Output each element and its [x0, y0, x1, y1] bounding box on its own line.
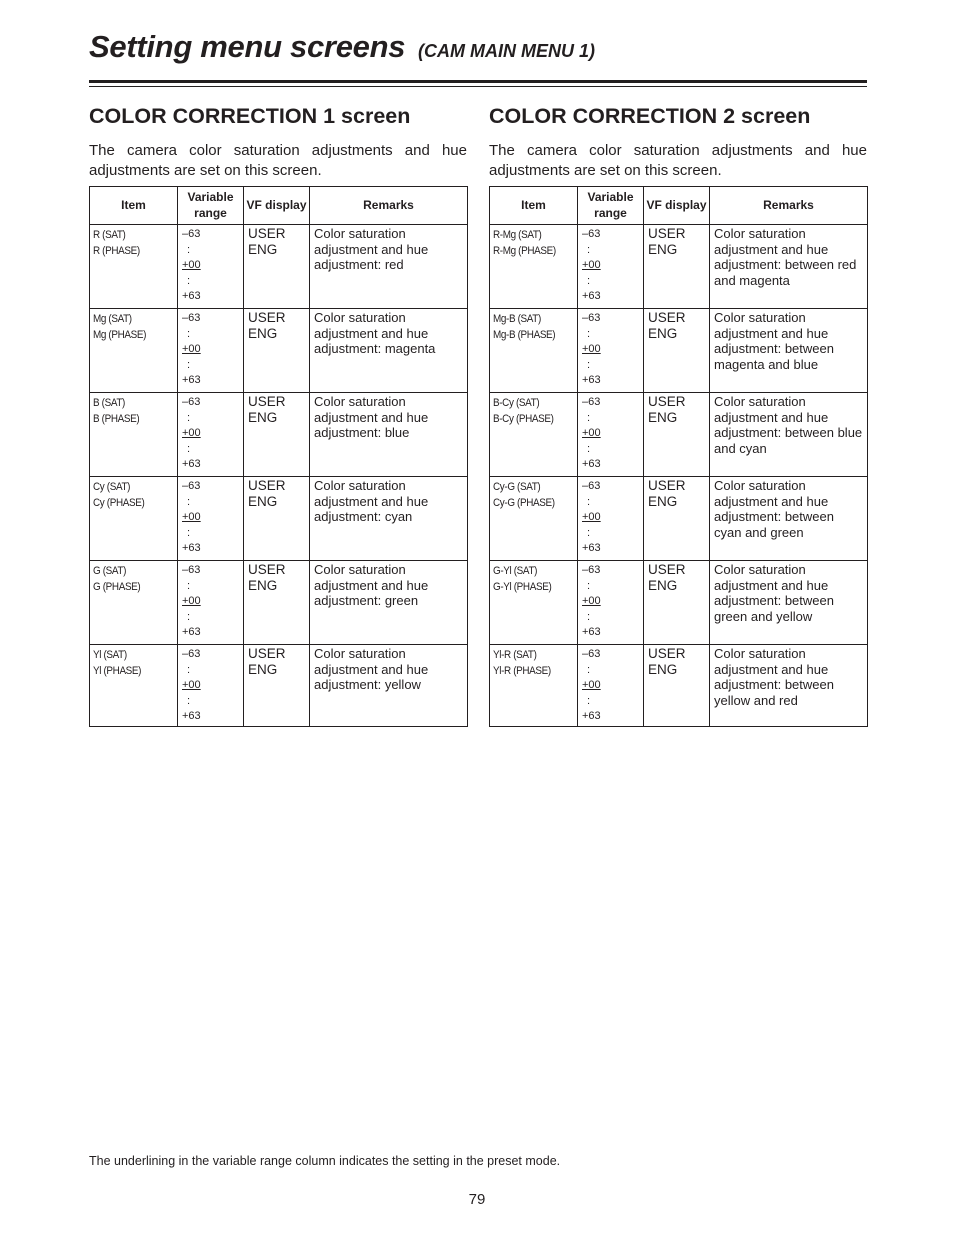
item-cell [90, 561, 178, 645]
table-row [90, 561, 468, 645]
range-value: +63 [582, 458, 601, 470]
remarks-cell [710, 225, 868, 309]
variable-range-cell [178, 393, 244, 477]
vf-display-value: USER [248, 478, 286, 493]
column-header-item: Item [90, 187, 178, 225]
item-name: Yl (SAT) [93, 649, 127, 661]
range-preset-value [182, 342, 240, 358]
item-name: Cy-G (SAT) [493, 481, 541, 493]
item-name: R-Mg (SAT) [493, 229, 542, 241]
vf-display-cell [244, 645, 310, 727]
title-rule [89, 80, 867, 83]
range-preset-value [182, 426, 240, 442]
column-header-remarks: Remarks [310, 187, 468, 225]
section-heading: COLOR CORRECTION 1 screen [89, 104, 411, 128]
vf-display-value: USER [648, 226, 686, 241]
settings-table [89, 186, 468, 727]
item-name: Cy (PHASE) [93, 497, 145, 509]
vf-display-value: USER [648, 394, 686, 409]
range-separator: : [187, 579, 191, 592]
table-body [90, 225, 468, 727]
remarks-text: Color saturation adjustment and hue adjustment: between magenta and blue [714, 310, 834, 372]
range-value: –63 [582, 396, 601, 408]
item-cell [90, 645, 178, 727]
remarks-cell [310, 477, 468, 561]
range-separator: : [587, 442, 591, 455]
vf-display-value: ENG [248, 661, 278, 677]
column-header-variable-range: Variable range [178, 187, 244, 225]
vf-display-value: ENG [648, 577, 678, 593]
range-separator: : [187, 358, 191, 371]
table-row [90, 225, 468, 309]
item-name: Cy-G (PHASE) [493, 497, 555, 509]
remarks-cell [310, 561, 468, 645]
page-title-subtitle: (CAM MAIN MENU 1) [418, 41, 596, 61]
vf-display-value: ENG [248, 409, 278, 425]
range-separator: : [187, 694, 191, 707]
range-separator: : [187, 327, 191, 340]
range-value: –63 [582, 228, 601, 240]
range-value: +63 [582, 542, 601, 554]
remarks-cell [710, 393, 868, 477]
range-preset-value [582, 678, 640, 694]
range-separator: : [587, 358, 591, 371]
vf-display-cell [644, 645, 710, 727]
range-separator: : [187, 610, 191, 623]
range-separator: : [187, 243, 191, 256]
variable-range-cell [578, 645, 644, 727]
range-separator: : [187, 411, 191, 424]
preset-underline: +00 [582, 259, 601, 271]
remarks-cell [310, 225, 468, 309]
range-separator: : [587, 495, 591, 508]
item-name: Mg-B (PHASE) [493, 329, 556, 341]
vf-display-cell [244, 309, 310, 393]
range-value: –63 [582, 648, 601, 660]
preset-underline: +00 [182, 427, 201, 439]
vf-display-cell [244, 477, 310, 561]
range-preset-value [182, 594, 240, 610]
remarks-cell [710, 561, 868, 645]
vf-display-value: USER [248, 562, 286, 577]
range-separator: : [587, 274, 591, 287]
vf-display-cell [244, 561, 310, 645]
range-preset-value [582, 426, 640, 442]
section-description: The camera color saturation adjustments and hue adjustments are set on this screen. [89, 142, 467, 179]
preset-underline: +00 [182, 259, 201, 271]
item-cell [90, 225, 178, 309]
column-header-variable-range: Variable range [578, 187, 644, 225]
vf-display-value: USER [648, 646, 686, 661]
range-value: –63 [182, 564, 201, 576]
item-name: G (SAT) [93, 565, 127, 577]
item-cell [490, 309, 578, 393]
range-preset-value [182, 678, 240, 694]
range-value: –63 [182, 396, 201, 408]
range-value: +63 [582, 710, 601, 722]
range-value: +63 [582, 374, 601, 386]
table-row [90, 645, 468, 727]
item-name: Mg (SAT) [93, 313, 132, 325]
table-header-row [90, 187, 468, 225]
item-name: B (PHASE) [93, 413, 140, 425]
preset-underline: +00 [182, 343, 201, 355]
range-value: –63 [182, 648, 201, 660]
vf-display-cell [644, 309, 710, 393]
vf-display-value: ENG [648, 325, 678, 341]
range-preset-value [182, 258, 240, 274]
preset-underline: +00 [582, 679, 601, 691]
table-row [90, 477, 468, 561]
remarks-text: Color saturation adjustment and hue adjustment: red [314, 226, 429, 272]
item-cell [490, 225, 578, 309]
remarks-cell [310, 309, 468, 393]
item-name: G-Yl (PHASE) [493, 581, 552, 593]
variable-range-cell [578, 225, 644, 309]
range-separator: : [187, 663, 191, 676]
vf-display-value: USER [248, 310, 286, 325]
item-name: B-Cy (SAT) [493, 397, 540, 409]
range-value: –63 [582, 564, 601, 576]
vf-display-value: USER [648, 562, 686, 577]
range-value: +63 [182, 374, 201, 386]
range-separator: : [587, 694, 591, 707]
item-name: Yl (PHASE) [93, 665, 142, 677]
range-separator: : [587, 610, 591, 623]
item-name: Mg-B (SAT) [493, 313, 541, 325]
item-cell [490, 645, 578, 727]
vf-display-value: USER [648, 310, 686, 325]
range-separator: : [587, 579, 591, 592]
range-value: +63 [582, 290, 601, 302]
item-cell [90, 477, 178, 561]
range-separator: : [587, 526, 591, 539]
table-row [490, 645, 868, 727]
color-correction-2-section [489, 104, 867, 722]
vf-display-value: ENG [248, 493, 278, 509]
title-rule-thin [89, 86, 867, 87]
vf-display-value: USER [248, 226, 286, 241]
table-row [90, 309, 468, 393]
variable-range-cell [578, 561, 644, 645]
item-name: G (PHASE) [93, 581, 141, 593]
range-value: +63 [582, 626, 601, 638]
column-header-vf-display: VF display [244, 187, 310, 225]
item-name: R (SAT) [93, 229, 126, 241]
remarks-text: Color saturation adjustment and hue adjustment: between blue and cyan [714, 394, 863, 456]
color-correction-1-section [89, 104, 467, 722]
preset-underline: +00 [582, 595, 601, 607]
remarks-cell [310, 393, 468, 477]
vf-display-value: USER [648, 478, 686, 493]
item-cell [90, 393, 178, 477]
range-value: –63 [582, 312, 601, 324]
remarks-text: Color saturation adjustment and hue adjustment: between yellow and red [714, 646, 834, 708]
remarks-text: Color saturation adjustment and hue adjustment: green [314, 562, 429, 608]
range-value: –63 [182, 480, 201, 492]
remarks-text: Color saturation adjustment and hue adjustment: between red and magenta [714, 226, 857, 288]
range-preset-value [582, 510, 640, 526]
range-separator: : [187, 442, 191, 455]
preset-underline: +00 [582, 343, 601, 355]
vf-display-cell [244, 393, 310, 477]
table-row [490, 477, 868, 561]
remarks-text: Color saturation adjustment and hue adjustment: between green and yellow [714, 562, 834, 624]
variable-range-cell [178, 645, 244, 727]
preset-underline: +00 [582, 511, 601, 523]
range-separator: : [587, 663, 591, 676]
preset-underline: +00 [582, 427, 601, 439]
remarks-text: Color saturation adjustment and hue adjustment: magenta [314, 310, 436, 356]
range-value: –63 [182, 228, 201, 240]
item-name: G-Yl (SAT) [493, 565, 538, 577]
preset-underline: +00 [182, 679, 201, 691]
vf-display-value: ENG [648, 493, 678, 509]
page-number: 79 [468, 1191, 486, 1208]
range-preset-value [582, 342, 640, 358]
variable-range-cell [178, 309, 244, 393]
preset-underline: +00 [182, 511, 201, 523]
item-name: Yl-R (SAT) [493, 649, 537, 661]
range-value: +63 [182, 710, 201, 722]
variable-range-cell [578, 309, 644, 393]
vf-display-value: USER [248, 394, 286, 409]
range-separator: : [187, 526, 191, 539]
table-row [490, 225, 868, 309]
section-description: The camera color saturation adjustments and hue adjustments are set on this screen. [489, 142, 867, 179]
range-value: –63 [182, 312, 201, 324]
column-header-item: Item [490, 187, 578, 225]
vf-display-cell [644, 393, 710, 477]
range-separator: : [587, 411, 591, 424]
settings-table [489, 186, 868, 727]
column-header-remarks: Remarks [710, 187, 868, 225]
vf-display-value: ENG [248, 577, 278, 593]
variable-range-cell [578, 393, 644, 477]
range-value: +63 [182, 458, 201, 470]
item-cell [490, 477, 578, 561]
range-preset-value [182, 510, 240, 526]
variable-range-cell [178, 225, 244, 309]
remarks-cell [710, 309, 868, 393]
range-preset-value [582, 594, 640, 610]
range-value: +63 [182, 290, 201, 302]
item-name: Yl-R (PHASE) [493, 665, 551, 677]
vf-display-cell [644, 477, 710, 561]
range-value: +63 [182, 626, 201, 638]
item-name: Mg (PHASE) [93, 329, 147, 341]
range-separator: : [187, 274, 191, 287]
vf-display-value: ENG [648, 409, 678, 425]
range-preset-value [582, 258, 640, 274]
page-title-main: Setting menu screens [89, 29, 406, 64]
item-cell [490, 393, 578, 477]
vf-display-value: ENG [648, 661, 678, 677]
remarks-cell [310, 645, 468, 727]
item-cell [90, 309, 178, 393]
table-row [490, 393, 868, 477]
variable-range-cell [578, 477, 644, 561]
remarks-text: Color saturation adjustment and hue adjustment: yellow [314, 646, 429, 692]
table-header-row [490, 187, 868, 225]
table-row [490, 309, 868, 393]
column-header-vf-display: VF display [644, 187, 710, 225]
table-row [490, 561, 868, 645]
item-name: R-Mg (PHASE) [493, 245, 556, 257]
vf-display-value: USER [248, 646, 286, 661]
page-title [89, 28, 595, 65]
vf-display-value: ENG [248, 241, 278, 257]
remarks-text: Color saturation adjustment and hue adjustment: cyan [314, 478, 429, 524]
remarks-cell [710, 645, 868, 727]
section-heading: COLOR CORRECTION 2 screen [489, 104, 811, 128]
range-separator: : [587, 243, 591, 256]
vf-display-cell [644, 225, 710, 309]
vf-display-value: ENG [248, 325, 278, 341]
preset-underline: +00 [182, 595, 201, 607]
remarks-text: Color saturation adjustment and hue adjustment: blue [314, 394, 429, 440]
item-name: B-Cy (PHASE) [493, 413, 554, 425]
table-body [490, 225, 868, 727]
variable-range-cell [178, 477, 244, 561]
item-name: R (PHASE) [93, 245, 140, 257]
table-row [90, 393, 468, 477]
range-value: +63 [182, 542, 201, 554]
footnote: The underlining in the variable range column indicates the setting in the preset mode. [89, 1154, 561, 1168]
range-value: –63 [582, 480, 601, 492]
remarks-cell [710, 477, 868, 561]
vf-display-cell [244, 225, 310, 309]
vf-display-value: ENG [648, 241, 678, 257]
item-name: B (SAT) [93, 397, 125, 409]
item-name: Cy (SAT) [93, 481, 131, 493]
vf-display-cell [644, 561, 710, 645]
range-separator: : [587, 327, 591, 340]
variable-range-cell [178, 561, 244, 645]
item-cell [490, 561, 578, 645]
range-separator: : [187, 495, 191, 508]
remarks-text: Color saturation adjustment and hue adjustment: between cyan and green [714, 478, 834, 540]
